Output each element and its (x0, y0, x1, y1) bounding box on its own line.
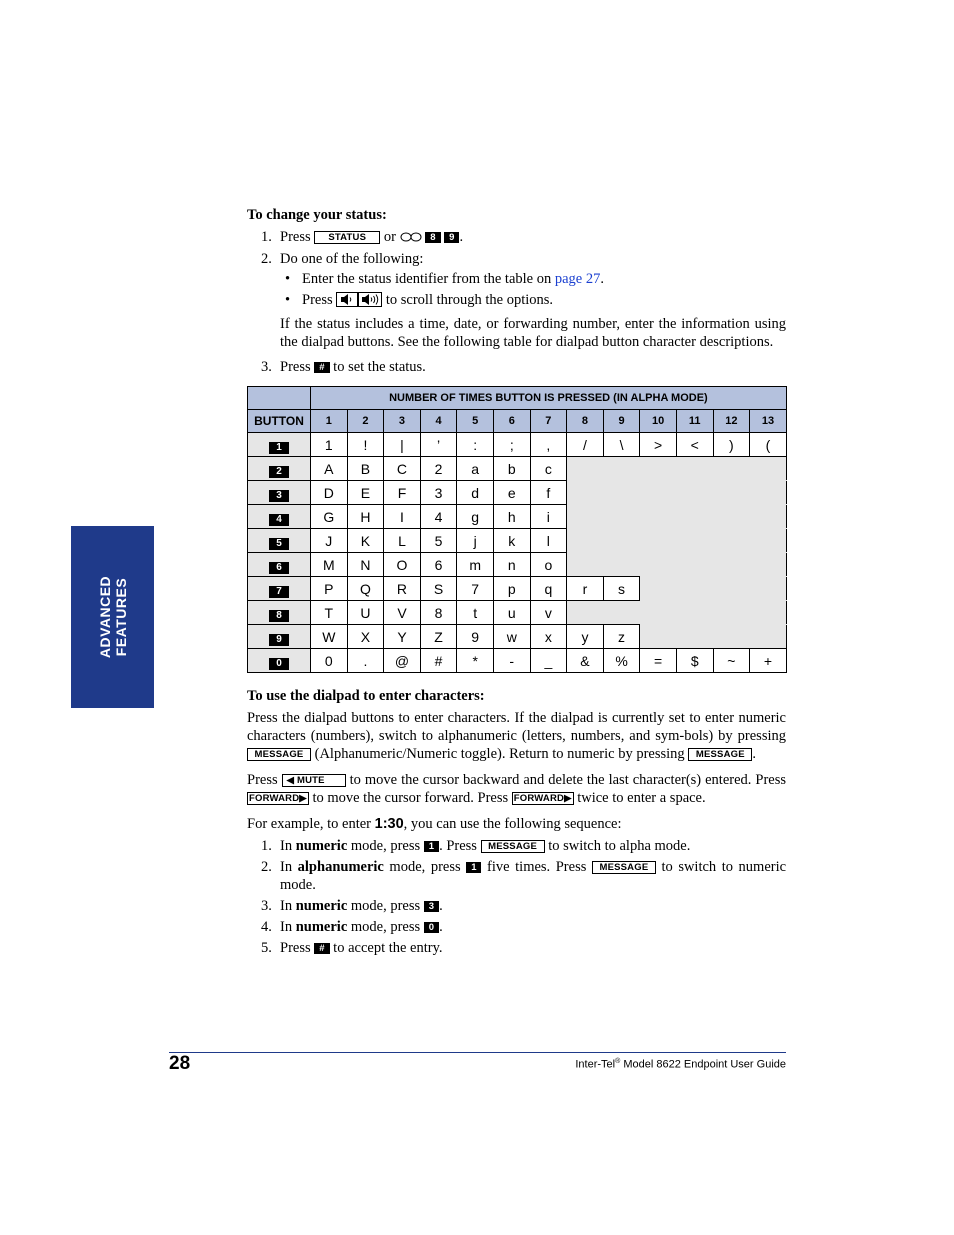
row-button-cell (248, 553, 311, 577)
empty-cell (676, 505, 713, 529)
empty-cell (567, 529, 604, 553)
dialpad-key-1[interactable]: 1 (424, 841, 439, 852)
table-cell: $ (676, 649, 713, 673)
table-cell: ! (347, 433, 384, 457)
empty-cell (713, 625, 750, 649)
table-cell: k (493, 529, 530, 553)
dialpad-key-3[interactable]: 3 (424, 901, 439, 912)
table-cell: 6 (420, 553, 457, 577)
empty-cell (676, 529, 713, 553)
empty-cell (676, 553, 713, 577)
table-cell: 7 (457, 577, 494, 601)
side-tab (71, 526, 154, 708)
table-cell: N (347, 553, 384, 577)
empty-cell (640, 481, 677, 505)
column-header: 10 (640, 410, 677, 433)
table-cell: Z (420, 625, 457, 649)
table-column-header-row (248, 410, 787, 433)
empty-cell (603, 457, 640, 481)
row-button-cell (248, 457, 311, 481)
page-number: 28 (169, 1053, 191, 1074)
table-cell: a (457, 457, 494, 481)
table-cell: * (457, 649, 494, 673)
table-cell: _ (530, 649, 567, 673)
column-header: 12 (713, 410, 750, 433)
table-cell: C (384, 457, 421, 481)
empty-cell (676, 601, 713, 625)
table-cell: H (347, 505, 384, 529)
page-content (247, 206, 786, 960)
empty-cell (713, 529, 750, 553)
message-key-2[interactable]: MESSAGE (688, 748, 752, 761)
table-cell: ) (713, 433, 750, 457)
dialpad-para-2: Press ◀ MUTE to move the cursor backward and delete the last character(s) entered. Press FORWARD▶ to move the cursor forward. Press FORWARD▶ twice to enter a space. (247, 772, 787, 806)
column-header: 3 (384, 410, 421, 433)
dialpad-button: 9 (269, 634, 289, 646)
example-step-4: 4. In numeric mode, press 0 . (261, 919, 443, 935)
table-cell: f (530, 481, 567, 505)
dialpad-key-9[interactable]: 9 (444, 232, 459, 243)
dialpad-button: 2 (269, 466, 289, 478)
empty-cell (750, 457, 787, 481)
table-cell: n (493, 553, 530, 577)
status-note: If the status includes a time, date, or forwarding number, enter the information using the dialpad buttons. See the following table for dialpad button character descriptions. (280, 316, 786, 350)
status-heading: To change your status: (247, 207, 387, 223)
mute-key[interactable]: ◀ MUTE (282, 774, 346, 787)
example-step-3: 3. In numeric mode, press 3 . (261, 898, 443, 914)
row-button-cell (248, 481, 311, 505)
table-cell: F (384, 481, 421, 505)
dialpad-key-1b[interactable]: 1 (466, 862, 481, 873)
side-tab-line2: FEATURES (112, 577, 129, 657)
row-button-cell (248, 649, 311, 673)
empty-cell (640, 577, 677, 601)
table-cell: > (640, 433, 677, 457)
table-cell: h (493, 505, 530, 529)
status-step-2: 2. Do one of the following: • Enter the status identifier from the table on page 27. • Press to scroll through the options. If the status includes a time, date, or forwarding number, enter the information using the dialpad buttons. See the following table for dialpad button character descriptions. (261, 251, 786, 350)
status-step-1: 1. Press STATUS or 8 9 . (261, 229, 464, 245)
table-row (248, 529, 787, 553)
footer-rule (169, 1052, 786, 1053)
table-title: NUMBER OF TIMES BUTTON IS PRESSED (IN ALPHA MODE) (311, 387, 787, 410)
dialpad-button: 3 (269, 490, 289, 502)
table-cell: l (530, 529, 567, 553)
dialpad-heading: To use the dialpad to enter characters: (247, 688, 485, 704)
table-cell: u (493, 601, 530, 625)
empty-cell (640, 553, 677, 577)
table-cell: 1 (311, 433, 348, 457)
table-cell: 3 (420, 481, 457, 505)
table-cell: i (530, 505, 567, 529)
example-intro: For example, to enter 1:30, you can use the following sequence: (247, 816, 622, 832)
column-header: 8 (567, 410, 604, 433)
table-cell: Y (384, 625, 421, 649)
table-cell: y (567, 625, 604, 649)
empty-cell (640, 625, 677, 649)
empty-cell (676, 457, 713, 481)
table-cell: = (640, 649, 677, 673)
pound-key[interactable]: # (314, 362, 329, 373)
table-cell: J (311, 529, 348, 553)
table-cell: G (311, 505, 348, 529)
empty-cell (750, 529, 787, 553)
table-cell: U (347, 601, 384, 625)
message-key-3[interactable]: MESSAGE (481, 840, 545, 853)
table-cell: R (384, 577, 421, 601)
status-step-3: 3. Press # to set the status. (261, 359, 426, 375)
table-cell: B (347, 457, 384, 481)
table-cell: x (530, 625, 567, 649)
button-column-header: BUTTON (248, 410, 311, 433)
table-cell: O (384, 553, 421, 577)
table-cell: T (311, 601, 348, 625)
empty-cell (713, 601, 750, 625)
empty-cell (713, 505, 750, 529)
empty-cell (640, 529, 677, 553)
empty-cell (640, 457, 677, 481)
table-cell: 0 (311, 649, 348, 673)
column-header: 1 (311, 410, 348, 433)
table-cell: / (567, 433, 604, 457)
empty-cell (603, 481, 640, 505)
table-cell: E (347, 481, 384, 505)
table-cell: < (676, 433, 713, 457)
row-button-cell (248, 625, 311, 649)
table-cell: \ (603, 433, 640, 457)
empty-cell (750, 625, 787, 649)
page-27-link[interactable]: page 27 (554, 271, 601, 287)
empty-cell (640, 601, 677, 625)
table-cell: W (311, 625, 348, 649)
empty-cell (713, 457, 750, 481)
table-cell: ~ (713, 649, 750, 673)
table-cell: % (603, 649, 640, 673)
table-cell: o (530, 553, 567, 577)
volume-up-icon[interactable] (358, 292, 382, 312)
side-tab-label (71, 526, 154, 708)
table-cell: Q (347, 577, 384, 601)
table-cell: 5 (420, 529, 457, 553)
row-button-cell (248, 529, 311, 553)
table-cell: 8 (420, 601, 457, 625)
dialpad-button: 6 (269, 562, 289, 574)
empty-cell (713, 553, 750, 577)
empty-cell (603, 601, 640, 625)
table-cell: . (347, 649, 384, 673)
table-cell: z (603, 625, 640, 649)
table-cell: , (530, 433, 567, 457)
dialpad-button: 8 (269, 610, 289, 622)
dialpad-button: 4 (269, 514, 289, 526)
table-cell: X (347, 625, 384, 649)
table-cell: @ (384, 649, 421, 673)
empty-cell (603, 553, 640, 577)
message-key-4[interactable]: MESSAGE (592, 861, 656, 874)
column-header: 13 (750, 410, 787, 433)
empty-cell (603, 529, 640, 553)
example-step-1: 1. In numeric mode, press 1 . Press MESSAGE to switch to alpha mode. (261, 838, 691, 854)
column-header: 6 (493, 410, 530, 433)
table-cell: | (384, 433, 421, 457)
table-cell: # (420, 649, 457, 673)
table-cell: L (384, 529, 421, 553)
table-title-row (248, 387, 787, 410)
empty-cell (713, 481, 750, 505)
table-cell: v (530, 601, 567, 625)
table-cell: g (457, 505, 494, 529)
forward-key-2[interactable]: FORWARD▶ (513, 793, 572, 804)
table-cell: K (347, 529, 384, 553)
row-button-cell (248, 505, 311, 529)
status-bullet-2: • Press to scroll through the options. (285, 291, 786, 312)
empty-cell (676, 625, 713, 649)
table-cell: ’ (420, 433, 457, 457)
row-button-cell (248, 577, 311, 601)
empty-cell (567, 481, 604, 505)
table-cell: ; (493, 433, 530, 457)
table-row (248, 505, 787, 529)
column-header: 5 (457, 410, 494, 433)
status-bullet-1: • Enter the status identifier from the table on page 27. (285, 271, 604, 287)
table-cell: c (530, 457, 567, 481)
column-header: 9 (603, 410, 640, 433)
dialpad-button: 7 (269, 586, 289, 598)
empty-cell (567, 457, 604, 481)
example-step-2: 2. In alphanumeric mode, press 1 five times. Press MESSAGE to switch to numeric mode. (261, 859, 787, 893)
row-button-cell (248, 433, 311, 457)
table-row (248, 625, 787, 649)
table-cell: ( (750, 433, 787, 457)
column-header: 11 (676, 410, 713, 433)
table-cell: P (311, 577, 348, 601)
table-cell: 2 (420, 457, 457, 481)
column-header: 4 (420, 410, 457, 433)
table-cell: : (457, 433, 494, 457)
table-row (248, 649, 787, 673)
empty-cell (750, 601, 787, 625)
side-tab-line1: ADVANCED (96, 575, 113, 659)
table-cell: A (311, 457, 348, 481)
table-cell: b (493, 457, 530, 481)
table-row (248, 601, 787, 625)
empty-cell (676, 481, 713, 505)
table-cell: V (384, 601, 421, 625)
character-table (247, 386, 787, 673)
dialpad-button: 1 (269, 442, 289, 454)
row-button-cell (248, 601, 311, 625)
empty-cell (713, 577, 750, 601)
table-row (248, 577, 787, 601)
table-cell: M (311, 553, 348, 577)
forward-key[interactable]: FORWARD▶ (249, 793, 307, 804)
table-cell: t (457, 601, 494, 625)
table-cell: e (493, 481, 530, 505)
table-row (248, 553, 787, 577)
table-cell: - (493, 649, 530, 673)
table-cell: q (530, 577, 567, 601)
dialpad-button: 5 (269, 538, 289, 550)
feature-loop-icon (400, 229, 422, 247)
empty-cell (750, 577, 787, 601)
empty-cell (750, 505, 787, 529)
empty-cell (567, 601, 604, 625)
empty-cell (750, 481, 787, 505)
empty-cell (676, 577, 713, 601)
dialpad-button: 0 (269, 658, 289, 670)
empty-cell (603, 505, 640, 529)
table-row (248, 481, 787, 505)
status-key[interactable]: STATUS (314, 231, 380, 244)
footer-title: Inter-Tel® Model 8622 Endpoint User Guide (575, 1058, 786, 1071)
dialpad-para-1: Press the dialpad buttons to enter characters. If the dialpad is currently set to enter numeric characters (numbers), switch to alphanumeric (letters, numbers, and sym-bols) by pressing MESSAGE (Alphanumeric/Numeric toggle). Return to numeric by pressing MESSAGE . (247, 710, 786, 762)
empty-cell (567, 505, 604, 529)
table-row (248, 457, 787, 481)
table-cell: D (311, 481, 348, 505)
empty-cell (750, 553, 787, 577)
column-header: 7 (530, 410, 567, 433)
table-cell: r (567, 577, 604, 601)
dialpad-key-0[interactable]: 0 (424, 922, 439, 933)
table-cell: 4 (420, 505, 457, 529)
table-cell: S (420, 577, 457, 601)
table-cell: s (603, 577, 640, 601)
table-cell: + (750, 649, 787, 673)
volume-down-icon[interactable] (336, 292, 358, 312)
table-row (248, 433, 787, 457)
empty-cell (640, 505, 677, 529)
column-header: 2 (347, 410, 384, 433)
pound-key-2[interactable]: # (314, 943, 329, 954)
table-cell: p (493, 577, 530, 601)
table-cell: m (457, 553, 494, 577)
table-cell: w (493, 625, 530, 649)
table-cell: & (567, 649, 604, 673)
dialpad-key-8[interactable]: 8 (425, 232, 440, 243)
empty-cell (567, 553, 604, 577)
message-key[interactable]: MESSAGE (247, 748, 311, 761)
table-cell: 9 (457, 625, 494, 649)
table-cell: I (384, 505, 421, 529)
table-cell: d (457, 481, 494, 505)
example-step-5: 5. Press # to accept the entry. (261, 940, 443, 956)
table-cell: j (457, 529, 494, 553)
